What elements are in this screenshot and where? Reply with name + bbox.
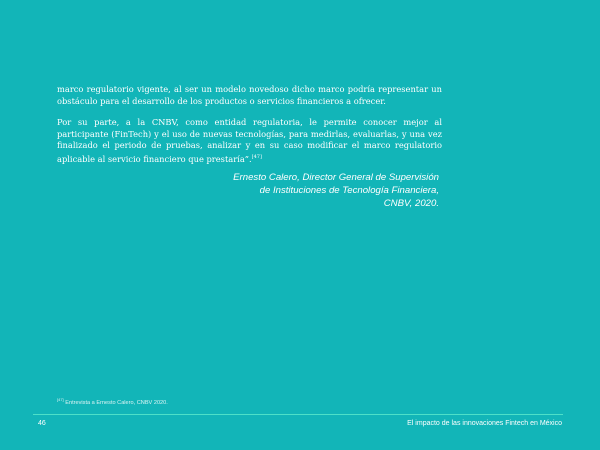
- running-footer-title: El impacto de las innovaciones Fintech en México: [407, 420, 562, 427]
- attribution-line: Ernesto Calero, Director General de Supervisión: [233, 172, 439, 183]
- quote-paragraph: [57, 117, 442, 165]
- footnote-marker: [47]: [57, 397, 64, 402]
- quote-body: [57, 84, 442, 175]
- footer-divider: [33, 414, 563, 415]
- page-number: 46: [38, 420, 46, 427]
- quote-attribution: [179, 171, 439, 210]
- footnote: [57, 397, 168, 406]
- footnote-reference[interactable]: [47]: [251, 153, 262, 160]
- attribution-line: CNBV, 2020.: [383, 198, 439, 209]
- quote-paragraph-text: Por su parte, a la CNBV, como entidad regulatoria, le permite conocer mejor al participante (FinTech) y el uso de nuevas tecnologías, para medirlas, evaluarlas, y una vez finalizado el periodo de pruebas, analizar y en su caso modificar el marco regulatorio aplicable al servicio financiero que prestaría”.: [57, 117, 442, 164]
- quote-paragraph: marco regulatorio vigente, al ser un modelo novedoso dicho marco podría representar un obstáculo para el desarrollo de los productos o servicios financieros a ofrecer.: [57, 84, 442, 106]
- footnote-text: Entrevista a Ernesto Calero, CNBV 2020.: [65, 399, 168, 406]
- attribution-line: de Instituciones de Tecnología Financiera,: [259, 185, 439, 196]
